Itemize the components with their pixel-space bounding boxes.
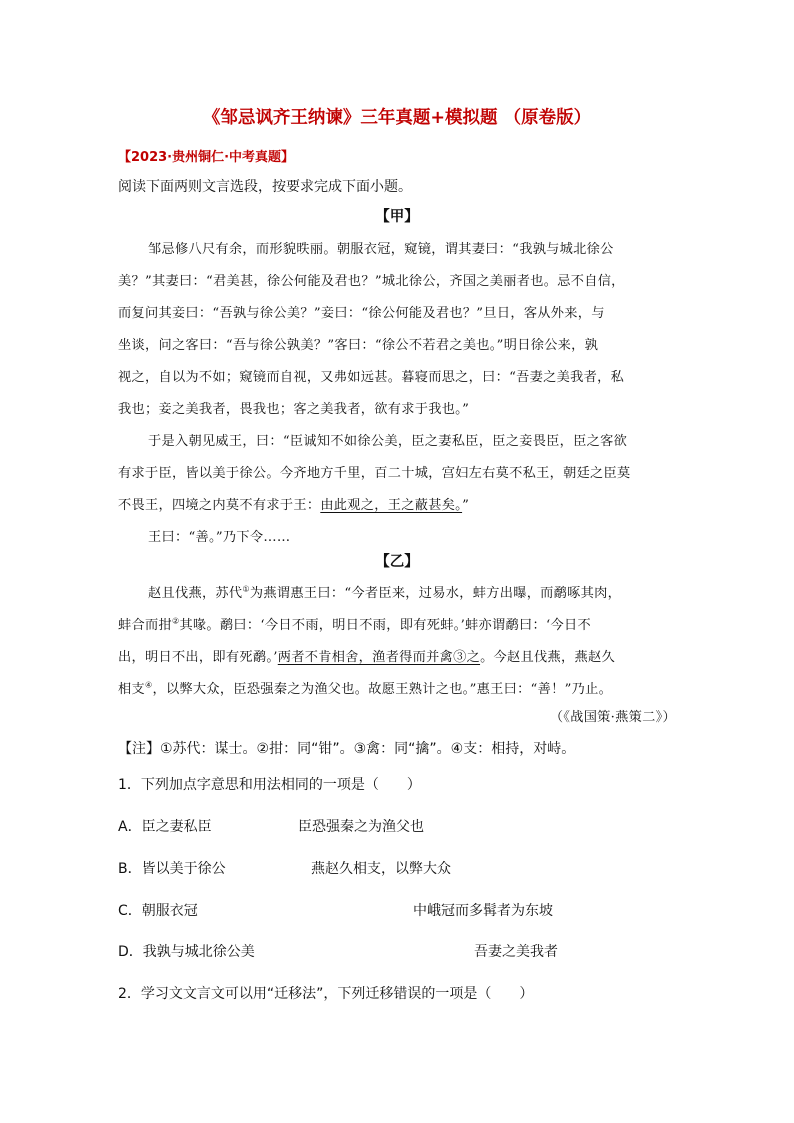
option-a-right: 臣恐强秦之为渔父也 bbox=[298, 819, 424, 835]
option-c-right: 中峨冠而多髯者为东坡 bbox=[413, 903, 553, 919]
jia-line: 于是入朝见威王，曰：“臣诚知不如徐公美，臣之妻私臣，臣之妾畏臣，臣之客欲 bbox=[148, 434, 628, 449]
question-2-stem: 2．学习文文言文可以用“迁移法”，下列迁移错误的一项是（ ） bbox=[118, 986, 534, 1002]
citation: （《战国策·燕策二》） bbox=[549, 710, 676, 725]
jia-line: 而复问其妾曰：“吾孰与徐公美？”妾曰：“徐公何能及君也？”旦日，客从外来，与 bbox=[118, 306, 605, 321]
option-c-left: C．朝服衣冠 bbox=[118, 903, 198, 919]
jia-line: 王曰：“善。”乃下令…… bbox=[148, 530, 291, 545]
option-d-right: 吾妻之美我者 bbox=[474, 944, 558, 960]
jia-line bbox=[118, 494, 469, 513]
note-marker: ② bbox=[171, 616, 180, 626]
annotation-note: 【注】①苏代：谋士。②拑：同“钳”。③禽：同“擒”。④支：相持，对峙。 bbox=[118, 741, 576, 757]
source-tag: 【2023·贵州铜仁·中考真题】 bbox=[118, 150, 295, 165]
note-marker: ④ bbox=[144, 680, 153, 690]
yi-text: ，以弊大众，臣恐强秦之为渔父也。故愿王熟计之也。”惠王曰：“善！”乃止。 bbox=[152, 682, 613, 697]
yi-line bbox=[148, 582, 621, 601]
yi-text: 出，明日不出，即有死鹬。’ bbox=[118, 650, 278, 665]
jia-text: ” bbox=[462, 498, 470, 513]
yi-text: 蚌合而拑 bbox=[118, 618, 172, 633]
jia-line: 美？”其妻曰：“君美甚，徐公何能及君也？”城北徐公，齐国之美丽者也。忌不自信， bbox=[118, 274, 625, 289]
note-marker: ① bbox=[242, 584, 250, 594]
option-b-left: B．皆以美于徐公 bbox=[118, 861, 226, 877]
option-b-right: 燕赵久相支，以弊大众 bbox=[311, 861, 451, 877]
underlined-sentence: 由此观之，王之蔽甚矣。 bbox=[320, 498, 463, 513]
option-d-left: D．我孰与城北徐公美 bbox=[118, 944, 255, 960]
jia-line: 邹忌修八尺有余，而形貌昳丽。朝服衣冠，窥镜，谓其妻曰：“我孰与城北徐公 bbox=[148, 242, 614, 257]
jia-line: 坐谈，问之客曰：“吾与徐公孰美？”客曰：“徐公不若君之美也。”明日徐公来，孰 bbox=[118, 338, 599, 353]
page-title: 《邹忌讽齐王纳谏》三年真题+模拟题 （原卷版） bbox=[202, 108, 592, 128]
jia-line: 我也；妾之美我者，畏我也；客之美我者，欲有求于我也。” bbox=[118, 402, 470, 417]
yi-line bbox=[118, 646, 615, 665]
question-1-stem: 1．下列加点字意思和用法相同的一项是（ ） bbox=[118, 777, 421, 793]
yi-text: 。今赵且伐燕，燕赵久 bbox=[480, 650, 615, 665]
yi-text: 其喙。鹬曰：‘今日不雨，明日不雨，即有死蚌。’蚌亦谓鹬曰：‘今日不 bbox=[179, 618, 591, 633]
instruction: 阅读下面两则文言选段，按要求完成下面小题。 bbox=[118, 179, 412, 195]
yi-text: 赵且伐燕，苏代 bbox=[148, 586, 243, 601]
jia-text: 不畏王，四境之内莫不有求于王： bbox=[118, 498, 321, 513]
yi-text: 为燕谓惠王曰：“今者臣来，过易水，蚌方出曝，而鹬啄其肉， bbox=[249, 586, 622, 601]
jia-line: 有求于臣，皆以美于徐公。今齐地方千里，百二十城，宫妇左右莫不私王，朝廷之臣莫 bbox=[118, 466, 631, 481]
yi-line bbox=[118, 678, 612, 697]
jia-line: 视之，自以为不如；窥镜而自视，又弗如远甚。暮寝而思之，曰：“吾妻之美我者，私 bbox=[118, 370, 625, 385]
section-heading-yi: 【乙】 bbox=[375, 554, 419, 570]
yi-text: 相支 bbox=[118, 682, 145, 697]
underlined-sentence: 两者不肯相舍，渔者得而并禽③之 bbox=[277, 650, 481, 665]
section-heading-jia: 【甲】 bbox=[375, 209, 419, 225]
yi-line bbox=[118, 614, 591, 633]
option-a-left: A．臣之妻私臣 bbox=[118, 819, 212, 835]
